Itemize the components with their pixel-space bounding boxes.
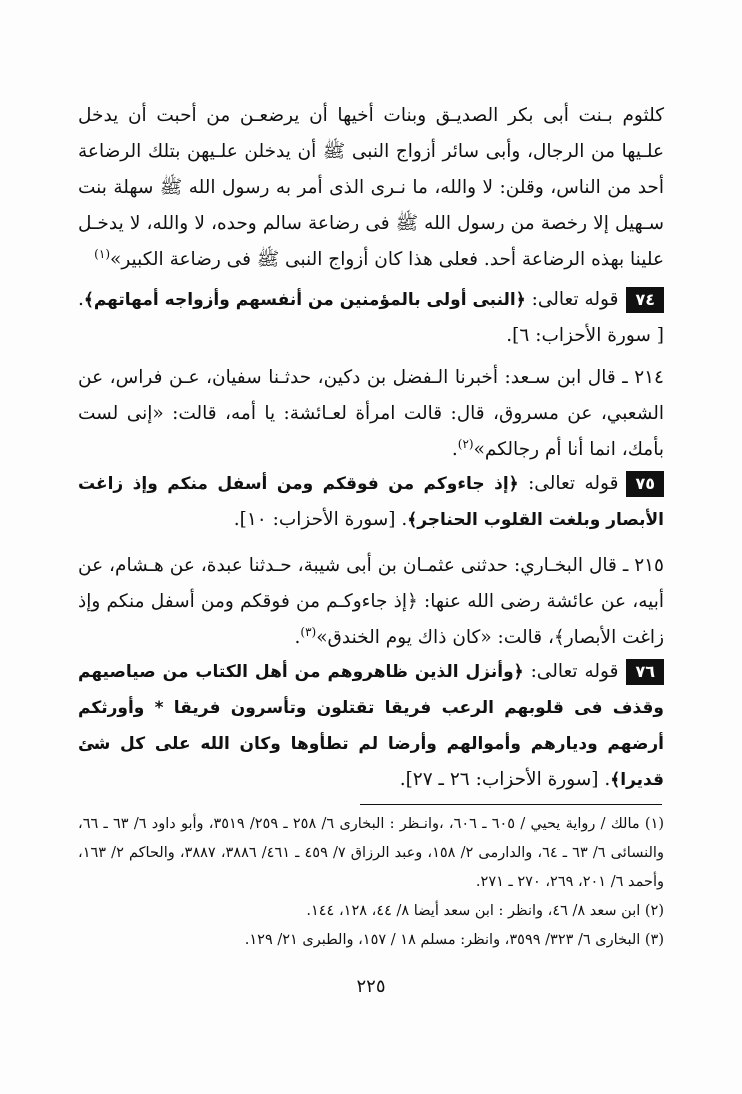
- paragraph-kulthum: [78, 98, 664, 278]
- section-76: [78, 654, 664, 798]
- hadith-215: [78, 548, 664, 656]
- footnotes: [78, 810, 664, 955]
- hadith-text: ٢١٥ ـ قال البخـاري: حدثنى عثمـان بن أبى شيبة، حـدثنا عبدة، عن هـشام، عن أبيه، عن عائشة رضى الله عنها: ﴿إذ جاءوكـم من فوقكم ومن أسفل منكم وإذ زاغت الأبصار﴾، قالت: «كان ذاك يوم الخندق»: [78, 555, 664, 648]
- footnote-ref-1: (١): [94, 246, 110, 261]
- footnote-3: (٣) البخارى ٦/ ٣٢٣/ ٣٥٩٩، وانظر: مسلم ١٨ / ١٥٧، والطبرى ٢١/ ١٢٩.: [244, 932, 664, 948]
- section-75: [78, 466, 664, 538]
- section-number-74: ٧٤: [626, 287, 664, 313]
- footnote-ref-2: (٢): [457, 436, 474, 451]
- hadith-214: [78, 360, 664, 468]
- section-number-75: ٧٥: [626, 471, 664, 497]
- footnote-2: (٢) ابن سعد ٨/ ٤٦، وانظر : ابن سعد أيضا ٨/ ٤٤، ١٢٨، ١٤٤.: [306, 903, 664, 919]
- section-intro: قوله تعالى:: [530, 661, 619, 682]
- section-number-76: ٧٦: [626, 659, 664, 685]
- verse-text: ﴿إذ جاءوكم من فوقكم ومن أسفل منكم وإذ زاغت الأبصار وبلغت القلوب الحناجر﴾: [78, 474, 664, 530]
- verse-text: ﴿النبى أولى بالمؤمنين من أنفسهم وأزواجه أمهاتهم﴾: [83, 290, 526, 310]
- verse-reference: . [سورة الأحزاب: ١٠].: [233, 509, 408, 530]
- paragraph-text: كلثوم بـنت أبى بكر الصديـق وبنات أخيها أن يرضعـن من أحبت أن يدخل علـيها من الرجال، وأبى سائر أزواج النبى ﷺ أن يدخلن علـيهن بتلك الرضاعة أحد من الناس، وقلن: لا والله، ما نـرى الذى أمر به رسول الله ﷺ سهلة بنت سـهيل إلا رخصة من رسول الله ﷺ فى رضاعة سالم وحده، لا والله، لا يدخـل علينا بهذه الرضاعة أحد. فعلى هذا كان أزواج النبى ﷺ فى رضاعة الكبير»: [78, 105, 664, 270]
- footnote-ref-3: (٣): [300, 624, 317, 639]
- footnote-1: (١) مالك / رواية يحيي / ٦٠٥ ـ ٦٠٦، ،وانـظر : البخارى ٦/ ٢٥٨ ـ ٢٥٩/ ٣٥١٩، وأبو داود ٦/ ٦٣ ـ ٦٦، والنسائى ٦/ ٦٣ ـ ٦٤، والدارمى ٢/ ١٥٨، وعبد الرزاق ٧/ ٤٥٩ ـ ٤٦١/ ٣٨٨٦، ٣٨٨٧، والحاكم ٢/ ١٦٣، وأحمد ٦/ ٢٠١، ٢٦٩، ٢٧٠ ـ ٢٧١.: [78, 816, 665, 890]
- verse-text: ﴿وأنزل الذين ظاهروهم من أهل الكتاب من صياصيهم وقذف فى قلوبهم الرعب فريقا تقتلون وتأسرون فريقا * وأورثكم أرضهم وديارهم وأموالهم وأرضا لم تطأوها وكان الله على كل شئ قديرا﴾: [78, 662, 664, 790]
- section-74: [78, 282, 664, 354]
- hadith-end: .: [451, 439, 458, 460]
- section-intro: قوله تعالى:: [531, 289, 619, 310]
- verse-reference: . [سورة الأحزاب: ٢٦ ـ ٢٧].: [399, 769, 611, 790]
- section-intro: قوله تعالى:: [528, 473, 619, 494]
- footnote-divider: [360, 804, 662, 805]
- hadith-end: .: [294, 627, 301, 648]
- page-number: ٢٢٥: [356, 976, 386, 997]
- verse-reference: . [ سورة الأحزاب: ٦].: [78, 289, 664, 346]
- hadith-text: ٢١٤ ـ قال ابن سـعد: أخبرنا الـفضل بن دكين، حدثـنا سفيان، عـن فراس، عن الشعبي، عن مسروق، قال: قالت امرأة لعـائشة: يا أمه، قالت: «إنى لست بأمك، انما أنا أم رجالكم»: [78, 367, 664, 460]
